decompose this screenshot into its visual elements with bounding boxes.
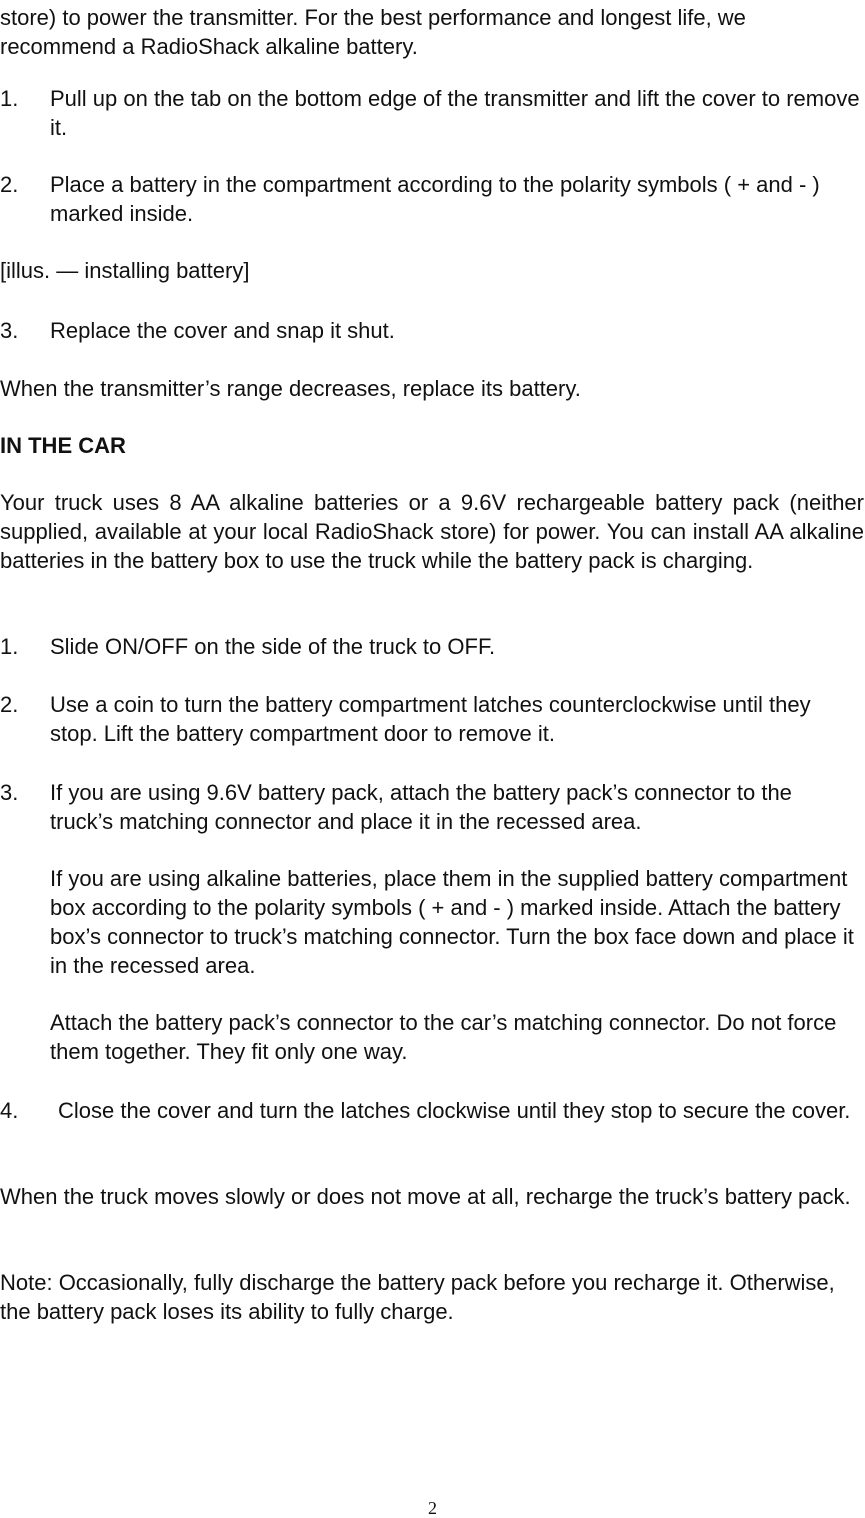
step-text: Replace the cover and snap it shut.: [50, 318, 395, 343]
car-step-2: [0, 690, 864, 748]
step-number: 3.: [0, 318, 19, 343]
car-intro-paragraph: Your truck uses 8 AA alkaline batteries or a 9.6V rechargeable battery pack (neither supplied, available at your local RadioShack store) for power. You can install AA alkaline batteries in the battery box to use the truck while the battery pack is charging.: [0, 490, 864, 573]
section-heading-in-the-car: IN THE CAR: [0, 433, 126, 458]
transmitter-step-1: [0, 84, 864, 142]
transmitter-step-2: [0, 170, 864, 228]
step-number: 4.: [0, 1098, 19, 1123]
car-step-4: [0, 1096, 864, 1125]
car-step-3: [0, 778, 864, 836]
car-step-3-connector-paragraph: Attach the battery pack’s connector to the car’s matching connector. Do not force them together. They fit only one way.: [50, 1010, 837, 1064]
car-step-1: [0, 632, 864, 661]
page-number: 2: [428, 1498, 437, 1518]
transmitter-range-note: When the transmitter’s range decreases, replace its battery.: [0, 376, 581, 401]
step-text: Place a battery in the compartment according to the polarity symbols ( + and - ) marked inside.: [50, 172, 820, 226]
step-text: Close the cover and turn the latches clockwise until they stop to secure the cover.: [58, 1098, 851, 1123]
car-step-3-alkaline-paragraph: If you are using alkaline batteries, place them in the supplied battery compartment box according to the polarity symbols ( + and - ) marked inside. Attach the battery box’s connector to truck’s matching connector. Turn the box face down and place it in the recessed area.: [50, 866, 854, 978]
transmitter-step-3: [0, 316, 864, 345]
step-number: 3.: [0, 780, 19, 805]
intro-paragraph: store) to power the transmitter. For the best performance and longest life, we recommend a RadioShack alkaline battery.: [0, 5, 746, 59]
illustration-placeholder: [illus. — installing battery]: [0, 258, 250, 283]
step-text: Use a coin to turn the battery compartment latches counterclockwise until they stop. Lift the battery compartment door to remove it.: [50, 692, 811, 746]
step-text: Pull up on the tab on the bottom edge of the transmitter and lift the cover to remove it.: [50, 86, 860, 140]
step-number: 1.: [0, 86, 19, 111]
step-number: 2.: [0, 692, 19, 717]
step-number: 1.: [0, 634, 19, 659]
step-text: If you are using 9.6V battery pack, attach the battery pack’s connector to the truck’s matching connector and place it in the recessed area.: [50, 780, 792, 834]
step-text: Slide ON/OFF on the side of the truck to OFF.: [50, 634, 496, 659]
slow-truck-note: When the truck moves slowly or does not move at all, recharge the truck’s battery pack.: [0, 1184, 851, 1209]
step-number: 2.: [0, 172, 19, 197]
discharge-note: Note: Occasionally, fully discharge the battery pack before you recharge it. Otherwise, the battery pack loses its ability to fully charge.: [0, 1270, 835, 1324]
